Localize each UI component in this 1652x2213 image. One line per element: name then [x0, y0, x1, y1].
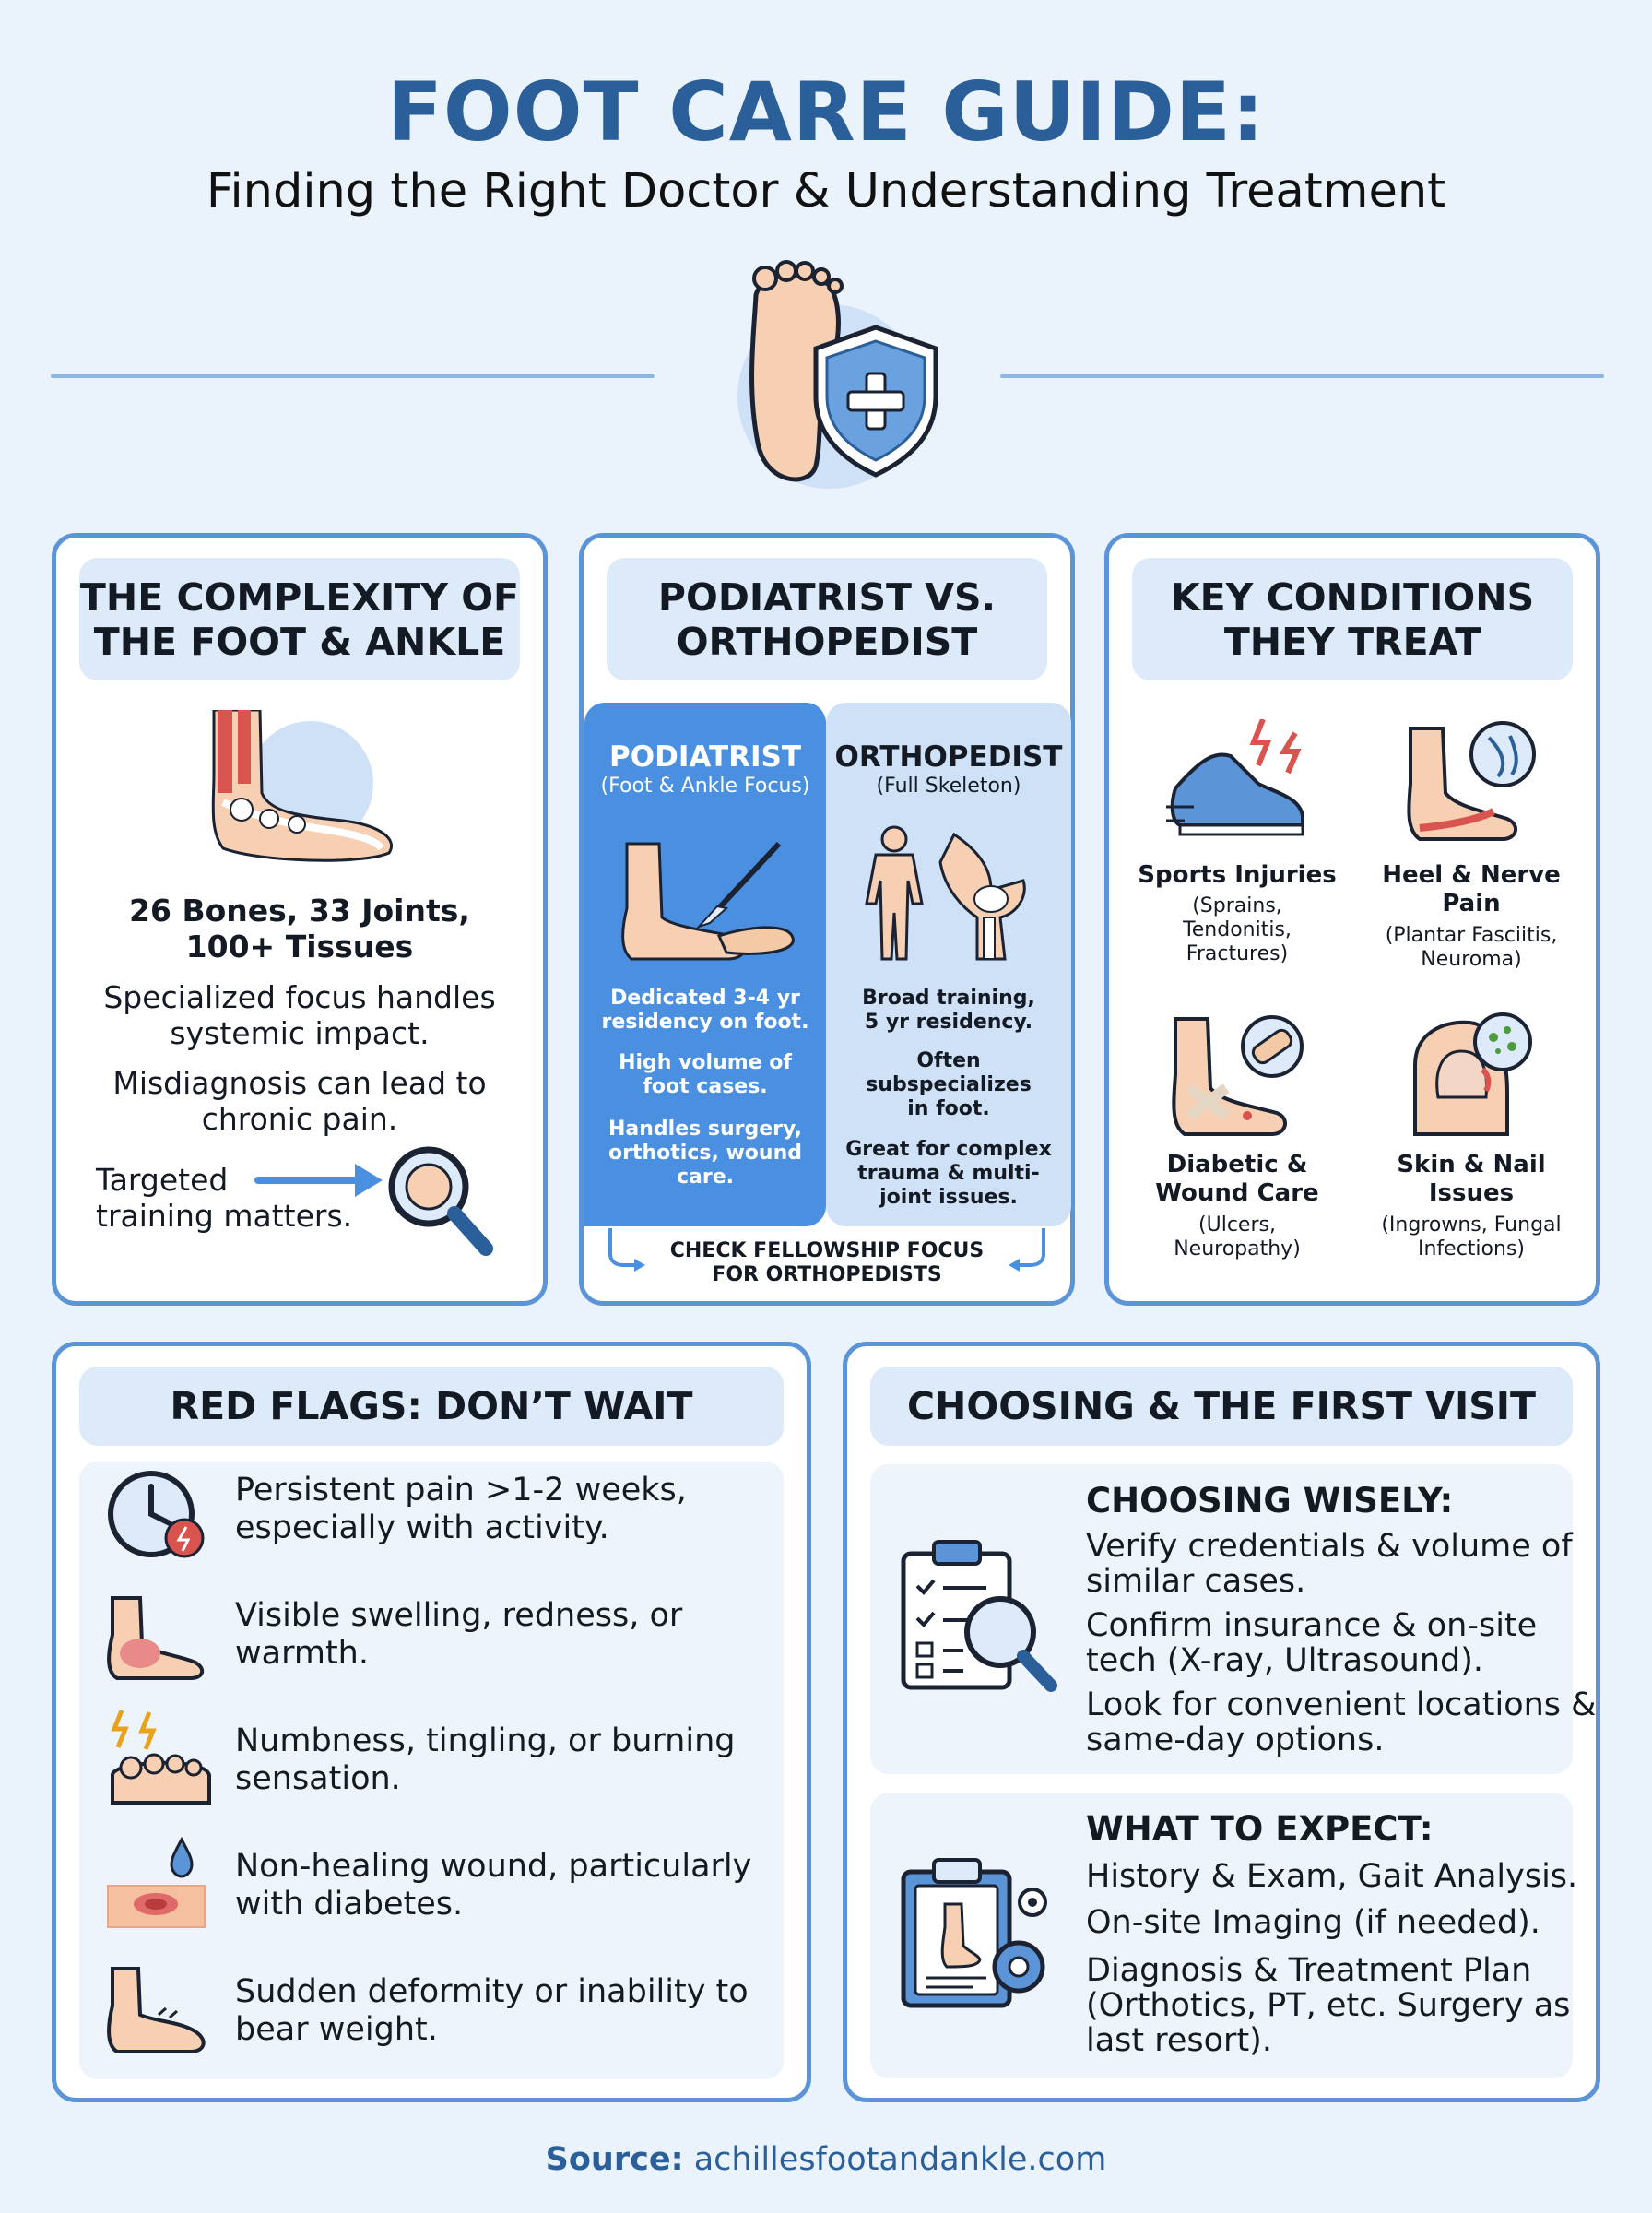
podiatrist-point-1-line1: Dedicated 3-4 yr	[610, 987, 800, 1010]
condition-skin-detail	[1355, 1213, 1587, 1261]
red-flag-pain-line1: Persistent pain >1-2 weeks,	[235, 1472, 687, 1509]
condition-heel-name-line1: Heel & Nerve	[1382, 861, 1561, 889]
wound-bandage-icon	[1166, 1010, 1314, 1139]
podiatrist-focus: (Foot & Ankle Focus)	[600, 775, 810, 798]
arrow-magnifier-icon	[254, 1145, 512, 1270]
condition-heel-name	[1355, 861, 1587, 918]
choosing-item-1-line2: similar cases.	[1086, 1563, 1306, 1600]
choosing-item-2-line2: tech (X-ray, Ultrasound).	[1086, 1642, 1484, 1679]
condition-heel-detail-line1: (Plantar Fasciitis,	[1385, 924, 1558, 947]
conditions-title-line2: THEY TREAT	[1223, 619, 1481, 664]
condition-skin-detail-line1: (Ingrowns, Fungal	[1381, 1213, 1562, 1237]
sneaker-icon	[1166, 719, 1314, 844]
page-title: FOOT CARE GUIDE:	[386, 65, 1266, 160]
condition-heel-detail-line2: Neuroma)	[1421, 948, 1522, 971]
complexity-stat-line2: 100+ Tissues	[185, 929, 414, 964]
podiatrist-point-3	[590, 1118, 820, 1189]
expect-item-3-line2: (Orthotics, PT, etc. Surgery as	[1086, 1987, 1571, 2024]
toenail-icon	[1401, 1010, 1540, 1139]
orthopedist-point-1-line2: 5 yr residency.	[864, 1011, 1033, 1034]
swollen-foot-icon	[103, 1593, 209, 1681]
header-divider-left	[51, 374, 655, 378]
expect-item-2-line1: On-site Imaging (if needed).	[1086, 1904, 1540, 1941]
podiatrist-point-3-line2: orthotics, wound	[608, 1142, 802, 1165]
choosing-item-2	[1086, 1608, 1537, 1678]
condition-sports-detail	[1121, 894, 1353, 966]
choosing-heading-wrap	[1086, 1481, 1453, 1521]
red-flag-pain	[235, 1472, 687, 1547]
condition-diabetic-name-line1: Diabetic &	[1166, 1151, 1308, 1178]
fellowship-note	[607, 1239, 1047, 1287]
complexity-point-1-line2: systemic impact.	[170, 1015, 430, 1051]
choosing-item-3-line1: Look for convenient locations &	[1086, 1686, 1597, 1723]
condition-skin-name-line1: Skin & Nail	[1397, 1151, 1546, 1178]
source-url[interactable]: achillesfootandankle.com	[693, 2141, 1107, 2178]
red-flag-pain-line2: especially with activity.	[235, 1509, 609, 1546]
versus-title-line1: PODIATRIST VS.	[657, 574, 997, 620]
source-label: Source:	[545, 2141, 684, 2178]
condition-diabetic-detail-line1: (Ulcers,	[1198, 1213, 1276, 1237]
conditions-header	[1132, 558, 1573, 680]
complexity-stat-line1: 26 Bones, 33 Joints,	[129, 893, 470, 929]
orthopedist-point-3	[830, 1138, 1068, 1210]
orthopedist-point-2-line2: subspecializes	[866, 1073, 1032, 1096]
podiatrist-point-1	[590, 987, 820, 1035]
expect-item-2	[1086, 1905, 1540, 1940]
deformed-foot-icon	[103, 1964, 214, 2056]
clipboard-gear-icon	[899, 1858, 1057, 2015]
red-flag-wound	[235, 1848, 751, 1923]
complexity-point-2-line1: Misdiagnosis can lead to	[112, 1065, 487, 1101]
first-visit-header: CHOOSING & THE FIRST VISIT	[870, 1367, 1573, 1446]
foot-scalpel-icon	[608, 834, 802, 964]
podiatrist-name: PODIATRIST	[609, 740, 801, 774]
complexity-stat	[79, 893, 520, 964]
tingling-toes-icon	[103, 1710, 218, 1807]
expect-item-3-line1: Diagnosis & Treatment Plan	[1086, 1952, 1532, 1989]
expect-item-3	[1086, 1953, 1570, 2058]
orthopedist-point-3-line3: joint issues.	[879, 1186, 1018, 1209]
choosing-item-3-line2: same-day options.	[1086, 1722, 1385, 1758]
conditions-title-line1: KEY CONDITIONS	[1170, 574, 1535, 620]
clock-alert-icon	[103, 1466, 214, 1563]
condition-diabetic-detail	[1121, 1213, 1353, 1261]
choosing-item-1-line1: Verify credentials & volume of	[1086, 1528, 1573, 1565]
complexity-header	[79, 558, 520, 680]
complexity-point-2-line2: chronic pain.	[201, 1101, 398, 1137]
skeleton-knee-icon	[853, 825, 1042, 964]
podiatrist-point-2-line2: foot cases.	[643, 1075, 768, 1098]
orthopedist-point-3-line2: trauma & multi-	[857, 1162, 1040, 1185]
orthopedist-point-1-line1: Broad training,	[862, 987, 1035, 1010]
condition-heel-detail	[1355, 924, 1587, 972]
clipboard-search-icon	[899, 1540, 1057, 1697]
expect-heading: WHAT TO EXPECT:	[1086, 1809, 1434, 1849]
orthopedist-point-1	[830, 987, 1068, 1035]
condition-sports-detail-line1: (Sprains,	[1192, 894, 1282, 917]
red-flag-numbness	[235, 1722, 735, 1798]
versus-title-line2: ORTHOPEDIST	[676, 619, 978, 664]
complexity-point-3-line1: Targeted	[96, 1162, 229, 1198]
podiatrist-point-2-line1: High volume of	[619, 1051, 792, 1074]
red-flag-swelling-line2: warmth.	[235, 1635, 369, 1672]
page-subtitle: Finding the Right Doctor & Understanding Treatment	[206, 164, 1446, 219]
fellowship-note-line1: CHECK FELLOWSHIP FOCUS	[669, 1239, 985, 1262]
foot-shield-icon	[701, 258, 968, 498]
podiatrist-point-3-line3: care.	[676, 1166, 734, 1189]
condition-sports-name-line1: Sports Injuries	[1138, 861, 1337, 889]
orthopedist-point-2	[830, 1049, 1068, 1121]
orthopedist-point-2-line1: Often	[916, 1049, 981, 1072]
red-flag-wound-line1: Non-healing wound, particularly	[235, 1848, 752, 1885]
podiatrist-point-2	[590, 1051, 820, 1099]
condition-diabetic-name-line2: Wound Care	[1155, 1179, 1319, 1207]
heel-pain-icon	[1401, 719, 1540, 844]
expect-heading-wrap	[1086, 1809, 1434, 1849]
fellowship-note-line2: FOR ORTHOPEDISTS	[712, 1263, 942, 1286]
condition-diabetic-name	[1121, 1151, 1353, 1208]
choosing-heading: CHOOSING WISELY:	[1086, 1481, 1454, 1521]
source-line	[0, 2141, 1652, 2178]
choosing-item-3	[1086, 1687, 1596, 1757]
condition-sports-detail-line3: Fractures)	[1186, 942, 1289, 965]
condition-skin-name-line2: Issues	[1428, 1179, 1515, 1207]
red-flags-header: RED FLAGS: DON’T WAIT	[79, 1367, 784, 1446]
expect-item-3-line3: last resort).	[1086, 2022, 1272, 2059]
ankle-anatomy-icon	[205, 710, 398, 867]
versus-header	[607, 558, 1047, 680]
condition-sports-name	[1121, 861, 1353, 890]
header-divider-right	[1000, 374, 1604, 378]
podiatrist-point-3-line1: Handles surgery,	[608, 1118, 802, 1141]
orthopedist-name: ORTHOPEDIST	[834, 740, 1063, 774]
red-flag-numbness-line1: Numbness, tingling, or burning	[235, 1722, 736, 1759]
red-flag-deformity	[235, 1973, 749, 2049]
condition-diabetic-detail-line2: Neuropathy)	[1174, 1237, 1301, 1260]
complexity-point-1	[79, 979, 520, 1051]
podiatrist-point-1-line2: residency on foot.	[601, 1011, 809, 1034]
wound-drop-icon	[103, 1835, 214, 1932]
condition-sports-detail-line2: Tendonitis,	[1183, 918, 1292, 941]
choosing-item-1	[1086, 1529, 1573, 1599]
orthopedist-focus: (Full Skeleton)	[876, 775, 1021, 798]
complexity-point-2	[79, 1065, 520, 1137]
red-flag-wound-line2: with diabetes.	[235, 1886, 464, 1923]
complexity-point-3-line2: training matters.	[96, 1198, 353, 1234]
red-flag-deformity-line1: Sudden deformity or inability to	[235, 1973, 749, 2010]
condition-skin-detail-line2: Infections)	[1418, 1237, 1525, 1260]
red-flag-swelling	[235, 1597, 682, 1673]
complexity-point-1-line1: Specialized focus handles	[103, 979, 496, 1015]
expect-item-1	[1086, 1859, 1577, 1894]
choosing-item-2-line1: Confirm insurance & on-site	[1086, 1607, 1538, 1644]
red-flag-numbness-line2: sensation.	[235, 1760, 401, 1797]
complexity-title-line1: THE COMPLEXITY OF	[79, 574, 520, 620]
orthopedist-point-3-line1: Great for complex	[845, 1138, 1052, 1161]
condition-heel-name-line2: Pain	[1442, 890, 1501, 917]
red-flag-deformity-line2: bear weight.	[235, 2011, 438, 2048]
orthopedist-point-2-line3: in foot.	[907, 1097, 990, 1120]
red-flag-swelling-line1: Visible swelling, redness, or	[235, 1597, 683, 1634]
condition-skin-name	[1355, 1151, 1587, 1208]
complexity-title-line2: THE FOOT & ANKLE	[93, 619, 506, 664]
expect-item-1-line1: History & Exam, Gait Analysis.	[1086, 1858, 1578, 1895]
